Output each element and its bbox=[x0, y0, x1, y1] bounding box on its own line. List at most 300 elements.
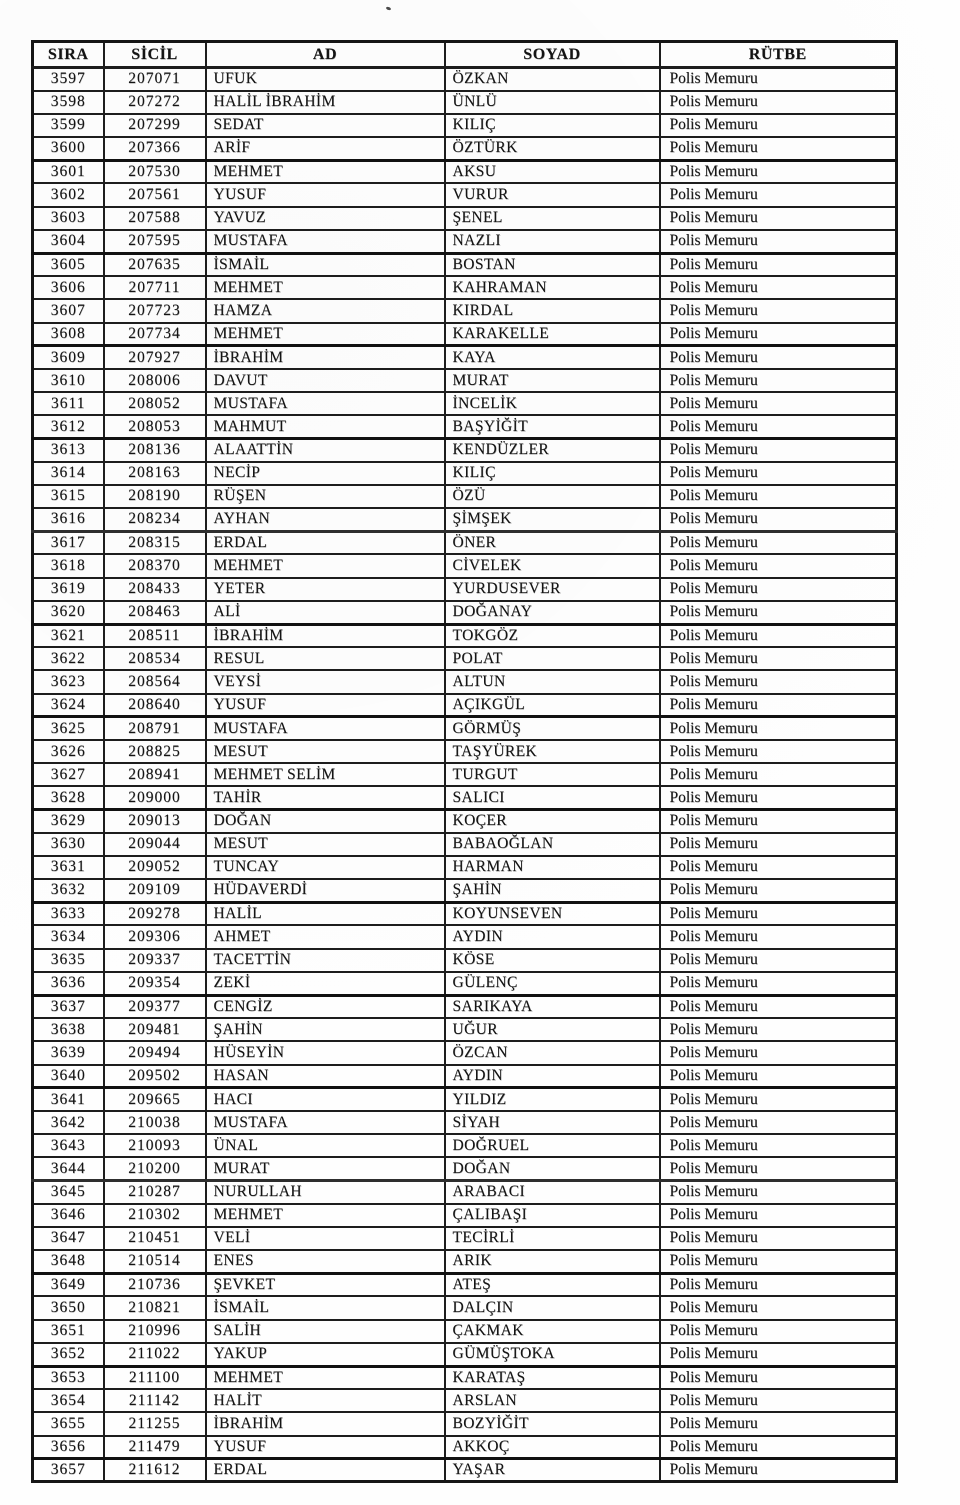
cell-ad: VELİ bbox=[206, 1227, 445, 1250]
cell-rutbe: Polis Memuru bbox=[660, 299, 897, 322]
cell-sira: 3657 bbox=[33, 1459, 104, 1482]
cell-soyad: HARMAN bbox=[445, 856, 660, 879]
cell-ad: SALİH bbox=[206, 1320, 445, 1343]
cell-soyad: DOĞAN bbox=[445, 1157, 660, 1180]
cell-sicil: 209481 bbox=[104, 1018, 206, 1041]
table-row bbox=[33, 1343, 897, 1366]
cell-ad: YAKUP bbox=[206, 1343, 445, 1366]
cell-sicil: 208534 bbox=[104, 647, 206, 670]
cell-sira: 3624 bbox=[33, 694, 104, 717]
cell-sira: 3637 bbox=[33, 995, 104, 1018]
cell-soyad: GÖRMÜŞ bbox=[445, 717, 660, 740]
cell-ad: YETER bbox=[206, 578, 445, 601]
cell-rutbe: Polis Memuru bbox=[660, 462, 897, 485]
cell-sicil: 209665 bbox=[104, 1088, 206, 1111]
cell-ad: ERDAL bbox=[206, 1459, 445, 1482]
cell-rutbe: Polis Memuru bbox=[660, 647, 897, 670]
cell-rutbe: Polis Memuru bbox=[660, 1320, 897, 1343]
cell-soyad: ATEŞ bbox=[445, 1273, 660, 1296]
cell-sira: 3620 bbox=[33, 601, 104, 624]
table-row bbox=[33, 1041, 897, 1064]
table-row bbox=[33, 1250, 897, 1273]
cell-sicil: 209494 bbox=[104, 1041, 206, 1064]
cell-rutbe: Polis Memuru bbox=[660, 392, 897, 415]
cell-rutbe: Polis Memuru bbox=[660, 717, 897, 740]
cell-rutbe: Polis Memuru bbox=[660, 91, 897, 114]
cell-rutbe: Polis Memuru bbox=[660, 554, 897, 577]
cell-sira: 3611 bbox=[33, 392, 104, 415]
cell-soyad: KIRDAL bbox=[445, 299, 660, 322]
table-row bbox=[33, 1296, 897, 1319]
cell-sira: 3647 bbox=[33, 1227, 104, 1250]
table-row bbox=[33, 601, 897, 624]
cell-sicil: 207272 bbox=[104, 91, 206, 114]
cell-sira: 3623 bbox=[33, 670, 104, 693]
cell-sira: 3656 bbox=[33, 1436, 104, 1459]
cell-sicil: 208825 bbox=[104, 740, 206, 763]
table-row bbox=[33, 183, 897, 206]
cell-soyad: AYDIN bbox=[445, 1065, 660, 1088]
table-header bbox=[33, 42, 897, 68]
cell-sira: 3641 bbox=[33, 1088, 104, 1111]
cell-ad: YUSUF bbox=[206, 1436, 445, 1459]
table-row bbox=[33, 369, 897, 392]
cell-soyad: BOZYİĞİT bbox=[445, 1412, 660, 1435]
cell-sicil: 210093 bbox=[104, 1134, 206, 1157]
cell-sicil: 207071 bbox=[104, 68, 206, 91]
cell-sicil: 208564 bbox=[104, 670, 206, 693]
cell-ad: AHMET bbox=[206, 925, 445, 948]
cell-rutbe: Polis Memuru bbox=[660, 369, 897, 392]
table-row bbox=[33, 91, 897, 114]
cell-sira: 3644 bbox=[33, 1157, 104, 1180]
cell-sicil: 211100 bbox=[104, 1366, 206, 1389]
cell-ad: RÜŞEN bbox=[206, 485, 445, 508]
cell-soyad: BABAOĞLAN bbox=[445, 833, 660, 856]
table-row bbox=[33, 253, 897, 276]
cell-ad: ŞAHİN bbox=[206, 1018, 445, 1041]
cell-sira: 3649 bbox=[33, 1273, 104, 1296]
cell-ad: NURULLAH bbox=[206, 1181, 445, 1204]
cell-sicil: 207561 bbox=[104, 183, 206, 206]
cell-rutbe: Polis Memuru bbox=[660, 1343, 897, 1366]
cell-sicil: 210287 bbox=[104, 1181, 206, 1204]
cell-sicil: 209306 bbox=[104, 925, 206, 948]
column-header-sicil: SİCİL bbox=[104, 42, 206, 68]
cell-ad: AYHAN bbox=[206, 508, 445, 531]
cell-rutbe: Polis Memuru bbox=[660, 1134, 897, 1157]
table-row bbox=[33, 1065, 897, 1088]
cell-sicil: 210996 bbox=[104, 1320, 206, 1343]
cell-rutbe: Polis Memuru bbox=[660, 995, 897, 1018]
cell-sira: 3609 bbox=[33, 346, 104, 369]
cell-sicil: 207711 bbox=[104, 276, 206, 299]
cell-soyad: AÇIKGÜL bbox=[445, 694, 660, 717]
cell-soyad: SİYAH bbox=[445, 1111, 660, 1134]
cell-rutbe: Polis Memuru bbox=[660, 949, 897, 972]
cell-sira: 3642 bbox=[33, 1111, 104, 1134]
cell-rutbe: Polis Memuru bbox=[660, 972, 897, 995]
cell-rutbe: Polis Memuru bbox=[660, 485, 897, 508]
cell-soyad: BOSTAN bbox=[445, 253, 660, 276]
cell-sicil: 208136 bbox=[104, 439, 206, 462]
cell-sira: 3622 bbox=[33, 647, 104, 670]
cell-sira: 3603 bbox=[33, 207, 104, 230]
cell-ad: HALİL bbox=[206, 902, 445, 925]
column-header-rutbe: RÜTBE bbox=[660, 42, 897, 68]
cell-sicil: 207588 bbox=[104, 207, 206, 230]
cell-sira: 3639 bbox=[33, 1041, 104, 1064]
cell-sira: 3627 bbox=[33, 763, 104, 786]
cell-ad: MUSTAFA bbox=[206, 717, 445, 740]
cell-soyad: ÇAKMAK bbox=[445, 1320, 660, 1343]
cell-sira: 3608 bbox=[33, 323, 104, 346]
cell-rutbe: Polis Memuru bbox=[660, 1041, 897, 1064]
cell-sicil: 209052 bbox=[104, 856, 206, 879]
cell-sicil: 209044 bbox=[104, 833, 206, 856]
cell-soyad: KILIÇ bbox=[445, 462, 660, 485]
cell-sira: 3628 bbox=[33, 786, 104, 809]
cell-ad: ZEKİ bbox=[206, 972, 445, 995]
table-row bbox=[33, 1366, 897, 1389]
cell-sicil: 210451 bbox=[104, 1227, 206, 1250]
cell-soyad: GÜLENÇ bbox=[445, 972, 660, 995]
cell-sicil: 209377 bbox=[104, 995, 206, 1018]
cell-rutbe: Polis Memuru bbox=[660, 1366, 897, 1389]
table-row bbox=[33, 879, 897, 902]
table-row bbox=[33, 1436, 897, 1459]
cell-sira: 3634 bbox=[33, 925, 104, 948]
cell-rutbe: Polis Memuru bbox=[660, 346, 897, 369]
cell-rutbe: Polis Memuru bbox=[660, 1204, 897, 1227]
cell-sira: 3617 bbox=[33, 531, 104, 554]
cell-soyad: ÖZCAN bbox=[445, 1041, 660, 1064]
cell-ad: HALİT bbox=[206, 1389, 445, 1412]
table-row bbox=[33, 485, 897, 508]
cell-ad: ŞEVKET bbox=[206, 1273, 445, 1296]
cell-sicil: 207635 bbox=[104, 253, 206, 276]
cell-soyad: AKKOÇ bbox=[445, 1436, 660, 1459]
table-row bbox=[33, 694, 897, 717]
cell-ad: CENGİZ bbox=[206, 995, 445, 1018]
cell-ad: MEHMET bbox=[206, 323, 445, 346]
cell-sicil: 207723 bbox=[104, 299, 206, 322]
table-row bbox=[33, 786, 897, 809]
cell-rutbe: Polis Memuru bbox=[660, 1111, 897, 1134]
table-row bbox=[33, 763, 897, 786]
cell-sicil: 210514 bbox=[104, 1250, 206, 1273]
cell-sicil: 207530 bbox=[104, 160, 206, 183]
cell-sira: 3612 bbox=[33, 415, 104, 438]
cell-sicil: 210200 bbox=[104, 1157, 206, 1180]
cell-sicil: 209000 bbox=[104, 786, 206, 809]
table-row bbox=[33, 670, 897, 693]
cell-soyad: ÖNER bbox=[445, 531, 660, 554]
table-row bbox=[33, 1320, 897, 1343]
cell-sicil: 208370 bbox=[104, 554, 206, 577]
cell-ad: MUSTAFA bbox=[206, 230, 445, 253]
cell-ad: HÜDAVERDİ bbox=[206, 879, 445, 902]
cell-sicil: 207299 bbox=[104, 114, 206, 137]
table-row bbox=[33, 1273, 897, 1296]
cell-ad: HALİL İBRAHİM bbox=[206, 91, 445, 114]
cell-rutbe: Polis Memuru bbox=[660, 578, 897, 601]
table-row bbox=[33, 810, 897, 833]
table-row bbox=[33, 462, 897, 485]
cell-sira: 3607 bbox=[33, 299, 104, 322]
cell-sicil: 210302 bbox=[104, 1204, 206, 1227]
table-row bbox=[33, 1459, 897, 1482]
cell-sira: 3633 bbox=[33, 902, 104, 925]
cell-ad: MEHMET bbox=[206, 1204, 445, 1227]
cell-ad: YUSUF bbox=[206, 183, 445, 206]
cell-sicil: 209337 bbox=[104, 949, 206, 972]
cell-ad: MURAT bbox=[206, 1157, 445, 1180]
cell-sicil: 208941 bbox=[104, 763, 206, 786]
table-row bbox=[33, 833, 897, 856]
cell-ad: VEYSİ bbox=[206, 670, 445, 693]
table-row bbox=[33, 68, 897, 91]
cell-soyad: İNCELİK bbox=[445, 392, 660, 415]
cell-sira: 3598 bbox=[33, 91, 104, 114]
table-row bbox=[33, 1181, 897, 1204]
cell-ad: RESUL bbox=[206, 647, 445, 670]
cell-sira: 3619 bbox=[33, 578, 104, 601]
table-row bbox=[33, 554, 897, 577]
cell-ad: ERDAL bbox=[206, 531, 445, 554]
cell-sicil: 208791 bbox=[104, 717, 206, 740]
cell-sira: 3618 bbox=[33, 554, 104, 577]
cell-rutbe: Polis Memuru bbox=[660, 1296, 897, 1319]
cell-ad: İBRAHİM bbox=[206, 1412, 445, 1435]
cell-sicil: 208511 bbox=[104, 624, 206, 647]
cell-rutbe: Polis Memuru bbox=[660, 114, 897, 137]
cell-soyad: POLAT bbox=[445, 647, 660, 670]
cell-sicil: 208315 bbox=[104, 531, 206, 554]
cell-soyad: MURAT bbox=[445, 369, 660, 392]
cell-soyad: SARIKAYA bbox=[445, 995, 660, 1018]
cell-sira: 3629 bbox=[33, 810, 104, 833]
cell-sicil: 208163 bbox=[104, 462, 206, 485]
cell-sira: 3653 bbox=[33, 1366, 104, 1389]
cell-ad: İBRAHİM bbox=[206, 346, 445, 369]
cell-ad: NECİP bbox=[206, 462, 445, 485]
cell-soyad: TECİRLİ bbox=[445, 1227, 660, 1250]
cell-rutbe: Polis Memuru bbox=[660, 856, 897, 879]
cell-sicil: 207927 bbox=[104, 346, 206, 369]
cell-soyad: KÖSE bbox=[445, 949, 660, 972]
scan-artifact-dot bbox=[386, 6, 392, 11]
cell-ad: MEHMET bbox=[206, 160, 445, 183]
table-row bbox=[33, 160, 897, 183]
cell-soyad: DALÇIN bbox=[445, 1296, 660, 1319]
cell-rutbe: Polis Memuru bbox=[660, 740, 897, 763]
cell-sicil: 207595 bbox=[104, 230, 206, 253]
cell-soyad: KENDÜZLER bbox=[445, 439, 660, 462]
cell-rutbe: Polis Memuru bbox=[660, 1227, 897, 1250]
cell-rutbe: Polis Memuru bbox=[660, 230, 897, 253]
cell-sicil: 209502 bbox=[104, 1065, 206, 1088]
cell-ad: TAHİR bbox=[206, 786, 445, 809]
cell-ad: YUSUF bbox=[206, 694, 445, 717]
cell-soyad: BAŞYİĞİT bbox=[445, 415, 660, 438]
cell-ad: MAHMUT bbox=[206, 415, 445, 438]
cell-soyad: YAŞAR bbox=[445, 1459, 660, 1482]
cell-sira: 3651 bbox=[33, 1320, 104, 1343]
cell-rutbe: Polis Memuru bbox=[660, 925, 897, 948]
cell-soyad: ARIK bbox=[445, 1250, 660, 1273]
cell-ad: HAMZA bbox=[206, 299, 445, 322]
cell-sicil: 210736 bbox=[104, 1273, 206, 1296]
table-row bbox=[33, 323, 897, 346]
table-row bbox=[33, 1088, 897, 1111]
cell-rutbe: Polis Memuru bbox=[660, 1157, 897, 1180]
cell-rutbe: Polis Memuru bbox=[660, 786, 897, 809]
cell-rutbe: Polis Memuru bbox=[660, 137, 897, 160]
cell-soyad: YURDUSEVER bbox=[445, 578, 660, 601]
cell-rutbe: Polis Memuru bbox=[660, 1389, 897, 1412]
cell-sira: 3604 bbox=[33, 230, 104, 253]
cell-soyad: AYDIN bbox=[445, 925, 660, 948]
table-row bbox=[33, 740, 897, 763]
cell-ad: TUNCAY bbox=[206, 856, 445, 879]
cell-sicil: 207734 bbox=[104, 323, 206, 346]
cell-soyad: KARAKELLE bbox=[445, 323, 660, 346]
cell-sicil: 208463 bbox=[104, 601, 206, 624]
cell-rutbe: Polis Memuru bbox=[660, 1459, 897, 1482]
cell-sicil: 211255 bbox=[104, 1412, 206, 1435]
cell-soyad: TURGUT bbox=[445, 763, 660, 786]
cell-sicil: 209013 bbox=[104, 810, 206, 833]
table-row bbox=[33, 1204, 897, 1227]
table-row bbox=[33, 995, 897, 1018]
table-row bbox=[33, 647, 897, 670]
cell-soyad: TOKGÖZ bbox=[445, 624, 660, 647]
table-row bbox=[33, 114, 897, 137]
column-header-ad: AD bbox=[206, 42, 445, 68]
cell-ad: MESUT bbox=[206, 833, 445, 856]
cell-rutbe: Polis Memuru bbox=[660, 810, 897, 833]
cell-ad: UFUK bbox=[206, 68, 445, 91]
cell-sicil: 209278 bbox=[104, 902, 206, 925]
cell-rutbe: Polis Memuru bbox=[660, 508, 897, 531]
cell-sira: 3597 bbox=[33, 68, 104, 91]
cell-soyad: KOÇER bbox=[445, 810, 660, 833]
cell-sira: 3614 bbox=[33, 462, 104, 485]
cell-sira: 3632 bbox=[33, 879, 104, 902]
cell-rutbe: Polis Memuru bbox=[660, 1412, 897, 1435]
table-row bbox=[33, 1412, 897, 1435]
cell-rutbe: Polis Memuru bbox=[660, 1436, 897, 1459]
cell-soyad: ÖZKAN bbox=[445, 68, 660, 91]
cell-ad: HACI bbox=[206, 1088, 445, 1111]
cell-ad: MEHMET bbox=[206, 1366, 445, 1389]
cell-sira: 3600 bbox=[33, 137, 104, 160]
cell-soyad: YILDIZ bbox=[445, 1088, 660, 1111]
cell-soyad: ÖZTÜRK bbox=[445, 137, 660, 160]
cell-ad: MUSTAFA bbox=[206, 1111, 445, 1134]
cell-rutbe: Polis Memuru bbox=[660, 183, 897, 206]
cell-sicil: 208640 bbox=[104, 694, 206, 717]
cell-sira: 3636 bbox=[33, 972, 104, 995]
cell-sira: 3601 bbox=[33, 160, 104, 183]
cell-sicil: 210821 bbox=[104, 1296, 206, 1319]
column-header-soyad: SOYAD bbox=[445, 42, 660, 68]
cell-sira: 3602 bbox=[33, 183, 104, 206]
cell-ad: DAVUT bbox=[206, 369, 445, 392]
cell-rutbe: Polis Memuru bbox=[660, 624, 897, 647]
cell-rutbe: Polis Memuru bbox=[660, 763, 897, 786]
table-row bbox=[33, 717, 897, 740]
table-row bbox=[33, 230, 897, 253]
cell-soyad: SALICI bbox=[445, 786, 660, 809]
cell-ad: MEHMET bbox=[206, 276, 445, 299]
cell-rutbe: Polis Memuru bbox=[660, 1273, 897, 1296]
cell-sira: 3650 bbox=[33, 1296, 104, 1319]
cell-ad: ALİ bbox=[206, 601, 445, 624]
cell-sira: 3643 bbox=[33, 1134, 104, 1157]
table-row bbox=[33, 972, 897, 995]
cell-sicil: 211612 bbox=[104, 1459, 206, 1482]
cell-sira: 3605 bbox=[33, 253, 104, 276]
cell-ad: İBRAHİM bbox=[206, 624, 445, 647]
table-row bbox=[33, 1389, 897, 1412]
table-row bbox=[33, 578, 897, 601]
table-row bbox=[33, 415, 897, 438]
table-row bbox=[33, 207, 897, 230]
cell-ad: MUSTAFA bbox=[206, 392, 445, 415]
cell-ad: DOĞAN bbox=[206, 810, 445, 833]
cell-sicil: 209354 bbox=[104, 972, 206, 995]
cell-rutbe: Polis Memuru bbox=[660, 1181, 897, 1204]
cell-soyad: KILIÇ bbox=[445, 114, 660, 137]
cell-soyad: ARSLAN bbox=[445, 1389, 660, 1412]
cell-soyad: ŞİMŞEK bbox=[445, 508, 660, 531]
table-row bbox=[33, 949, 897, 972]
cell-soyad: ÜNLÜ bbox=[445, 91, 660, 114]
cell-soyad: KAYA bbox=[445, 346, 660, 369]
cell-soyad: ŞENEL bbox=[445, 207, 660, 230]
cell-sicil: 208052 bbox=[104, 392, 206, 415]
cell-ad: İSMAİL bbox=[206, 253, 445, 276]
cell-rutbe: Polis Memuru bbox=[660, 1088, 897, 1111]
cell-soyad: ÖZÜ bbox=[445, 485, 660, 508]
cell-ad: ALAATTİN bbox=[206, 439, 445, 462]
cell-sira: 3638 bbox=[33, 1018, 104, 1041]
personnel-roster-table bbox=[31, 40, 898, 1483]
table-row bbox=[33, 902, 897, 925]
table-row bbox=[33, 299, 897, 322]
cell-sira: 3646 bbox=[33, 1204, 104, 1227]
cell-sicil: 208053 bbox=[104, 415, 206, 438]
cell-rutbe: Polis Memuru bbox=[660, 902, 897, 925]
cell-ad: TACETTİN bbox=[206, 949, 445, 972]
cell-soyad: KARATAŞ bbox=[445, 1366, 660, 1389]
table-row bbox=[33, 1018, 897, 1041]
cell-sicil: 208006 bbox=[104, 369, 206, 392]
cell-sicil: 209109 bbox=[104, 879, 206, 902]
table-body bbox=[33, 68, 897, 1482]
cell-sira: 3654 bbox=[33, 1389, 104, 1412]
cell-soyad: TAŞYÜREK bbox=[445, 740, 660, 763]
cell-ad: MEHMET bbox=[206, 554, 445, 577]
cell-rutbe: Polis Memuru bbox=[660, 253, 897, 276]
cell-ad: HÜSEYİN bbox=[206, 1041, 445, 1064]
cell-ad: ARİF bbox=[206, 137, 445, 160]
cell-sicil: 207366 bbox=[104, 137, 206, 160]
cell-sira: 3630 bbox=[33, 833, 104, 856]
cell-rutbe: Polis Memuru bbox=[660, 1018, 897, 1041]
